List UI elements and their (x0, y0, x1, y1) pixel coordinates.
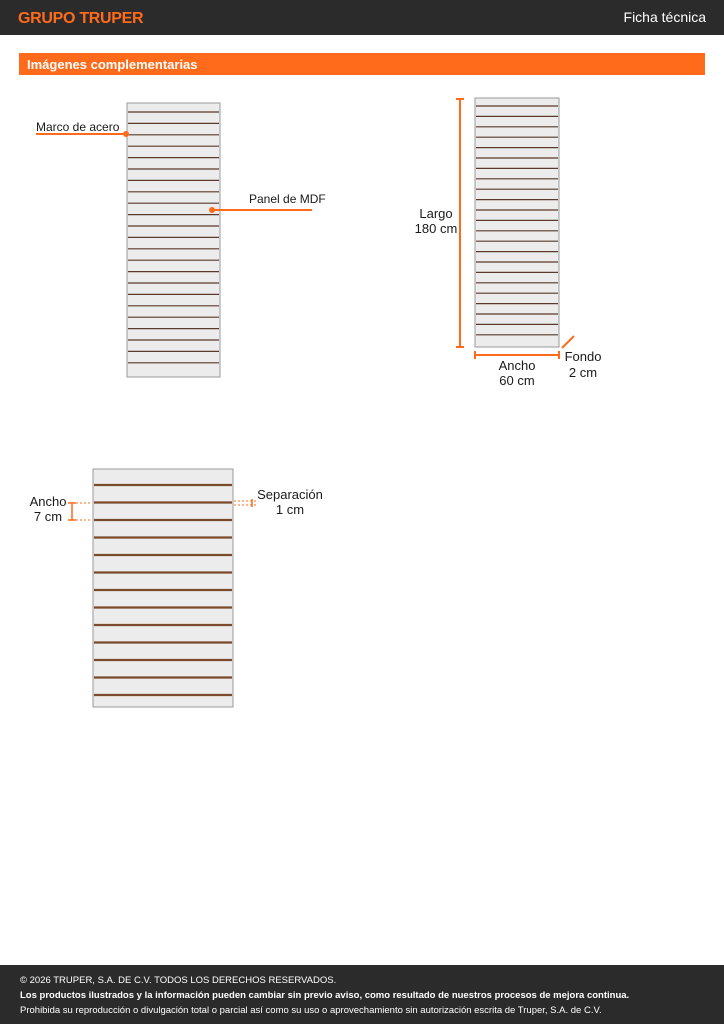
slatwall-panel-dimensions (475, 98, 559, 347)
slat-width-value: 7 cm (33, 509, 63, 524)
section-title: Imágenes complementarias (27, 57, 198, 72)
gap-label: Separación (257, 487, 323, 502)
footer-notice: Los productos ilustrados y la información pueden cambiar sin previo aviso, como resultado de nuestros procesos de mejora continua. (20, 990, 630, 1001)
length-label: Largo (419, 206, 453, 221)
width-value: 60 cm (499, 373, 535, 388)
label-mdf-panel: Panel de MDF (249, 192, 326, 206)
length-value: 180 cm (414, 221, 458, 236)
brand-logo: GRUPO TRUPER (18, 10, 144, 27)
depth-label: Fondo (564, 349, 602, 364)
footer-prohibition: Prohibida su reproducción o divulgación total o parcial así como su uso o aprovechamiento sin autorización escrita de Truper, S.A. de C.V. (20, 1005, 602, 1016)
label-steel-frame: Marco de acero (36, 120, 120, 134)
depth-value: 2 cm (568, 365, 598, 380)
depth-dimension-line (562, 336, 574, 348)
figure-materials (36, 103, 326, 377)
footer-copyright: © 2026 TRUPER, S.A. DE C.V. TODOS LOS DERECHOS RESERVADOS. (20, 975, 337, 986)
gap-value: 1 cm (275, 502, 305, 517)
slatwall-detail-panel (93, 469, 233, 707)
slatwall-panel (127, 103, 220, 377)
footer (0, 965, 724, 1024)
slat-width-label: Ancho (29, 494, 67, 509)
panel-leader-dot (209, 207, 215, 213)
width-label: Ancho (498, 358, 536, 373)
frame-leader-dot (123, 131, 129, 137)
figure-dimensions (415, 98, 602, 388)
document-title: Ficha técnica (623, 9, 706, 25)
figure-slat-detail (30, 469, 323, 707)
